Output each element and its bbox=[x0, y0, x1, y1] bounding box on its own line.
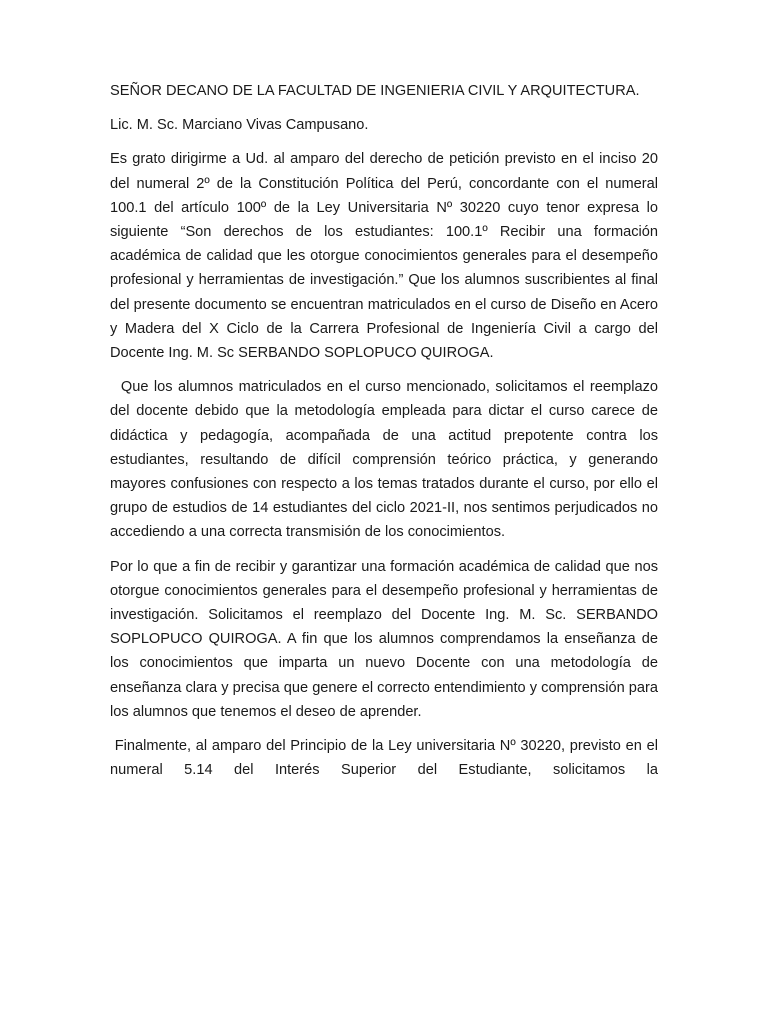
document-heading: SEÑOR DECANO DE LA FACULTAD DE INGENIERIA CIVIL Y ARQUITECTURA. bbox=[110, 83, 640, 99]
paragraph-final: Finalmente, al amparo del Principio de la Ley universitaria Nº 30220, previsto en el numeral 5.14 del Interés Superior del Estudiante, solicitamos la bbox=[110, 738, 663, 779]
addressee-line: Lic. M. Sc. Marciano Vivas Campusano. bbox=[110, 117, 369, 134]
paragraph-complaint: Que los alumnos matriculados en el curso mencionado, solicitamos el reemplazo del docente debido que la metodología empleada para dictar el curso carece de didáctica y pedagogía, acompañada de una actitud prepotente contra los estudiantes, resultando de difícil comprensión teórico práctica, y generando mayores confusiones con respecto a los temas tratados durante el curso, por ello el grupo de estudios de 14 estudiantes del ciclo 2021-II, nos sentimos perjudicados no accediendo a una correcta transmisión de los conocimientos. bbox=[110, 379, 663, 541]
paragraph-request: Por lo que a fin de recibir y garantizar una formación académica de calidad que nos otorgue conocimientos generales para el desempeño profesional y herramientas de investigación. Solicitamos el reemplazo del Docente Ing. M. Sc. SERBANDO SOPLOPUCO QUIROGA. A fin que los alumnos comprendamos la enseñanza de los conocimientos que imparta un nuevo Docente con una metodología de enseñanza clara y precisa que genere el correcto entendimiento y comprensión para los alumnos que tenemos el deseo de aprender. bbox=[110, 558, 658, 720]
paragraph-petition-basis: Es grato dirigirme a Ud. al amparo del derecho de petición previsto en el inciso 20 del numeral 2º de la Constitución Política del Perú, concordante con el numeral 100.1 del artículo 100º de la Ley Universitaria Nº 30220 cuyo tenor expresa lo siguiente “Son derechos de los estudiantes: 100.1º Recibir una formación académica de calidad que les otorgue conocimientos generales para el desempeño profesional y herramientas de investigación.” Que los alumnos suscribientes al final del presente documento se encuentran matriculados en el curso de Diseño en Acero y Madera del X Ciclo de la Carrera Profesional de Ingeniería Civil a cargo del Docente Ing. M. Sc SERBANDO SOPLOPUCO QUIROGA. bbox=[110, 151, 658, 362]
